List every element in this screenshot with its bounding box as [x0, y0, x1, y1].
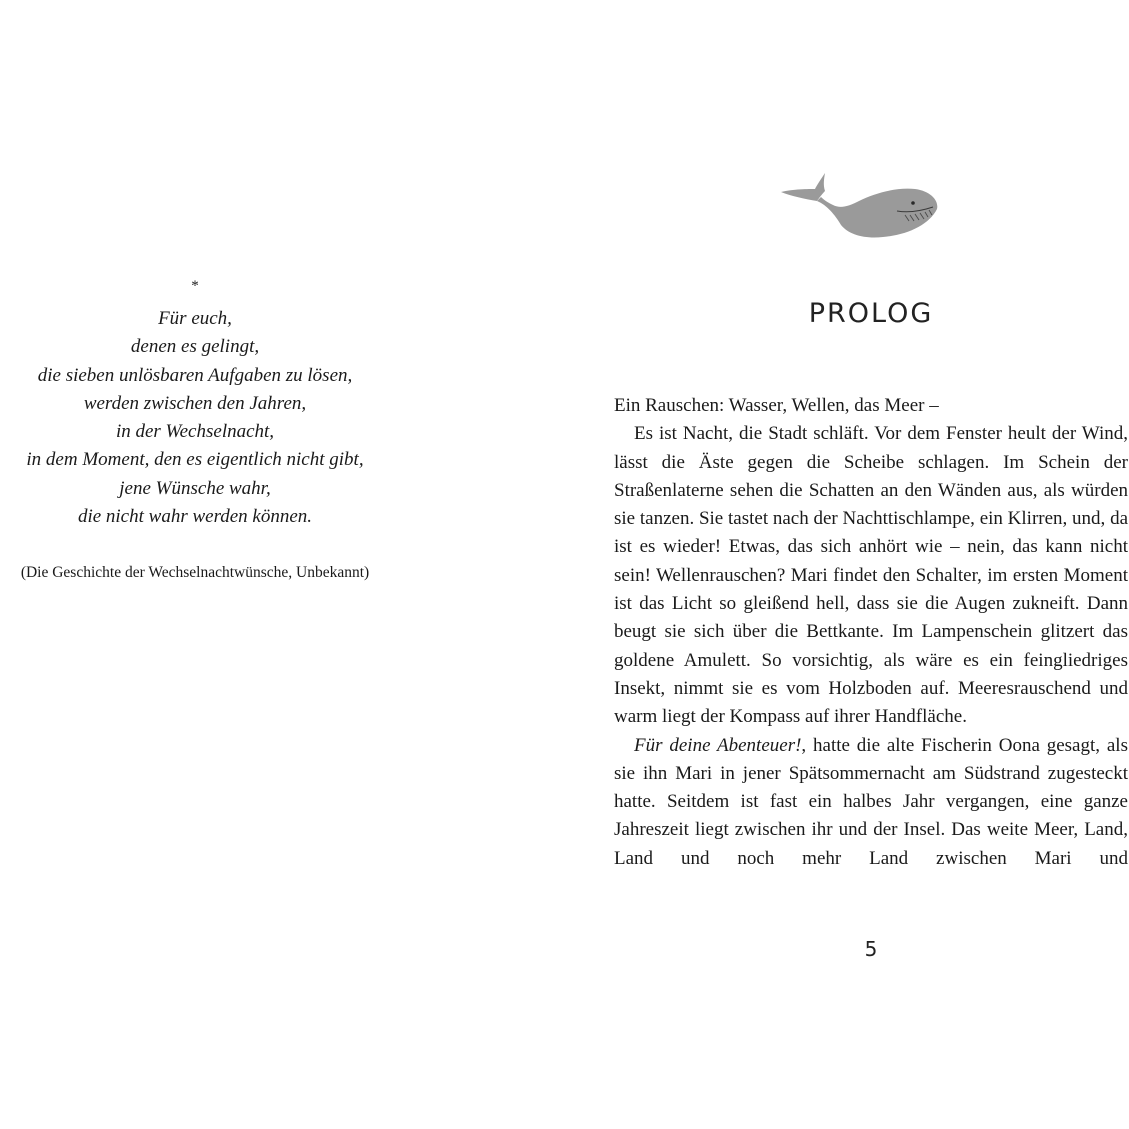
dedication-line: in der Wechselnacht, — [115, 421, 275, 443]
paragraph: Es ist Nacht, die Stadt schläft. Vor dem Fenster heult der Wind, lässt die Äste gegen die Scheibe schlagen. Im Schein der Straßenlaterne sehen die Schatten an den Wänden aus, als würden sie tanzen. Sie tastet nach der Nachttischlampe, ein Klirren, und, da ist es wieder! Etwas, das sich anhört wie – nein, das kann nicht sein! Wellenrauschen? Mari findet den Schalter, im ersten Moment ist das Licht so gleißend hell, dass sie die Augen zukneift. Dann beugt sie sich über die Bettkante. Im Lampenschein glitzert das goldene Amulett. So vorsichtig, als wäre es ein feingliedriges Insekt, nimmt sie es vom Holzboden auf. Meeresrauschend und warm liegt der Kompass auf ihrer Handfläche. — [614, 423, 1128, 728]
dedication-line: in dem Moment, den es eigentlich nicht gibt, — [26, 449, 364, 471]
body-text — [614, 392, 1128, 873]
whale-icon — [779, 165, 941, 243]
dedication-poem — [0, 305, 390, 531]
dedication-line: die sieben unlösbaren Aufgaben zu lösen, — [37, 364, 353, 386]
left-page — [0, 0, 390, 1129]
dedication-line: denen es gelingt, — [130, 336, 260, 358]
italic-phrase: Für deine Abenteuer! — [634, 734, 802, 756]
ornament-asterisk: * — [191, 278, 199, 294]
chapter-title: PROLOG — [808, 298, 934, 329]
dedication-source: (Die Geschichte der Wechselnachtwünsche, Unbekannt) — [20, 564, 370, 581]
dedication-line: die nicht wahr werden können. — [77, 506, 313, 528]
page-number: 5 — [864, 937, 878, 961]
dedication-line: jene Wünsche wahr, — [119, 477, 271, 499]
paragraph-text: , hatte die alte Fischerin Oona gesagt, als sie ihn Mari in jener Spätsommernacht am Südstrand zugesteckt hatte. Seitdem ist fast ein halbes Jahr vergangen, eine ganze Jahreszeit liegt zwischen ihr und der Insel. Das weite Meer, Land, Land und noch mehr Land zwischen Mari und — [614, 734, 1128, 869]
right-page — [614, 0, 1128, 1129]
paragraph: Ein Rauschen: Wasser, Wellen, das Meer – — [614, 395, 939, 416]
paragraph — [614, 732, 1128, 873]
dedication-line: Für euch, — [158, 308, 232, 329]
dedication-line: werden zwischen den Jahren, — [83, 392, 307, 414]
